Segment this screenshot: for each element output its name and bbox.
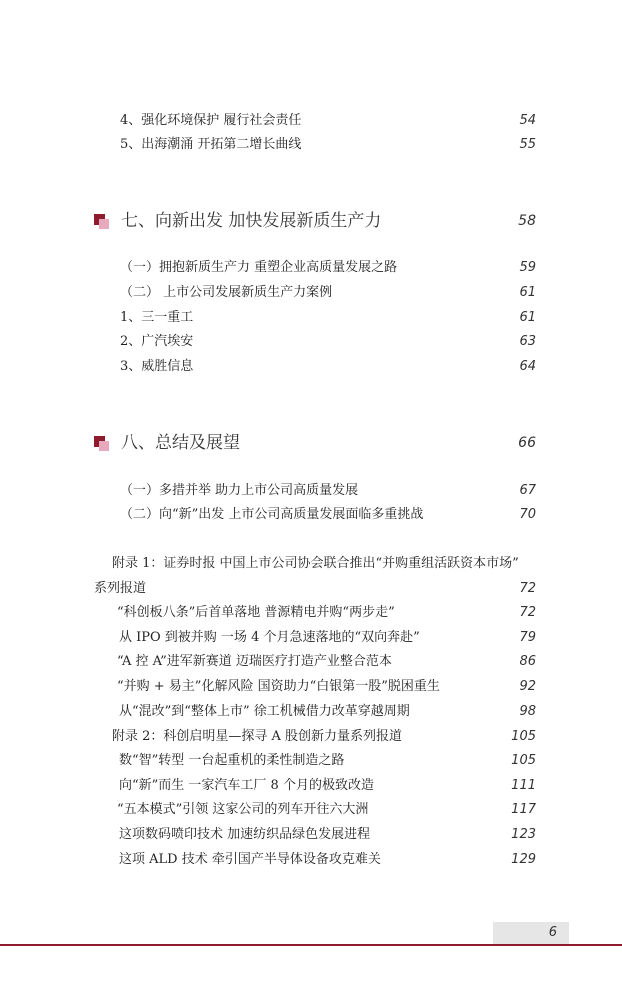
toc-entry[interactable] (0, 504, 622, 526)
toc-entry-title: “并购 + 易主”化解风险 国资助力“白银第一股”脱困重生 (117, 679, 440, 694)
toc-entry-title: 向“新”而生 一家汽车工厂 8 个月的极致改造 (119, 778, 374, 793)
toc-entry-title: （二） 上市公司发展新质生产力案例 (120, 285, 333, 300)
toc-entry[interactable] (0, 651, 622, 673)
toc-entry[interactable] (0, 701, 622, 723)
section-title: 八、总结及展望 (121, 433, 240, 453)
toc-entry-page: 54 (519, 113, 536, 128)
appendix-heading[interactable] (0, 726, 622, 748)
toc-entry-title: 5、出海潮涌 开拓第二增长曲线 (120, 137, 302, 152)
section-page: 58 (518, 213, 536, 229)
toc-entry-title: 4、强化环境保护 履行社会责任 (120, 113, 302, 128)
toc-entry[interactable] (0, 775, 622, 797)
appendix-heading-continued[interactable] (0, 578, 622, 600)
toc-entry[interactable] (0, 282, 622, 304)
toc-entry[interactable] (0, 824, 622, 846)
toc-entry-title: 这项数码喷印技术 加速纺织品绿色发展进程 (119, 827, 371, 842)
toc-entry-page: 55 (519, 137, 536, 152)
appendix-page: 105 (511, 729, 536, 744)
toc-entry-page: 67 (519, 483, 536, 498)
toc-entry-title: 从“混改”到“整体上市” 徐工机械借力改革穿越周期 (119, 704, 410, 719)
toc-entry-title: “A 控 A”进军新赛道 迈瑞医疗打造产业整合范本 (117, 654, 392, 669)
toc-entry-title: （二）向“新”出发 上市公司高质量发展面临多重挑战 (120, 507, 424, 522)
toc-entry-title: （一）拥抱新质生产力 重塑企业高质量发展之路 (120, 260, 398, 275)
toc-entry-title: 2、广汽埃安 (120, 334, 194, 349)
toc-entry-page: 123 (511, 827, 536, 842)
toc-entry-page: 61 (519, 285, 536, 300)
toc-entry[interactable] (0, 799, 622, 821)
toc-entry[interactable] (0, 676, 622, 698)
toc-entry[interactable] (0, 356, 622, 378)
toc-entry[interactable] (0, 750, 622, 772)
toc-entry-page: 111 (511, 778, 536, 793)
toc-entry-page: 59 (519, 260, 536, 275)
toc-entry-page: 64 (519, 359, 536, 374)
toc-entry-page: 98 (519, 704, 536, 719)
toc-entry-title: “科创板八条”后首单落地 普源精电并购“两步走” (117, 605, 395, 620)
toc-entry-title: （一）多措并举 助力上市公司高质量发展 (120, 483, 359, 498)
toc-entry-page: 61 (519, 310, 536, 325)
toc-entry[interactable] (0, 307, 622, 329)
page-number-box (493, 922, 569, 944)
footer-divider (0, 944, 622, 946)
toc-entry[interactable] (0, 257, 622, 279)
appendix-page: 72 (519, 581, 536, 596)
toc-entry-title: 数“智”转型 一台起重机的柔性制造之路 (119, 753, 345, 768)
toc-entry[interactable] (0, 627, 622, 649)
section-page: 66 (518, 435, 536, 451)
toc-entry[interactable] (0, 110, 622, 132)
toc-entry-page: 70 (519, 507, 536, 522)
toc-entry-page: 86 (519, 654, 536, 669)
toc-entry-page: 105 (511, 753, 536, 768)
appendix-title-line1: 附录 1：证券时报 中国上市公司协会联合推出“并购重组活跃资本市场” (112, 556, 519, 571)
appendix-heading[interactable] (0, 553, 622, 575)
toc-entry-page: 117 (511, 802, 536, 817)
toc-entry-title: 这项 ALD 技术 牵引国产半导体设备攻克难关 (119, 852, 381, 867)
page-number: 6 (548, 925, 557, 940)
appendix-title: 附录 2：科创启明星—探寻 A 股创新力量系列报道 (112, 729, 403, 744)
appendix-title-line2: 系列报道 (94, 581, 147, 596)
toc-entry-page: 72 (519, 605, 536, 620)
toc-entry[interactable] (0, 602, 622, 624)
toc-section-heading[interactable] (0, 210, 622, 232)
toc-entry-title: “五本模式”引领 这家公司的列车开往六大洲 (117, 802, 369, 817)
toc-entry[interactable] (0, 134, 622, 156)
toc-entry-title: 从 IPO 到被并购 一场 4 个月急速落地的“双向奔赴” (119, 630, 420, 645)
toc-entry[interactable] (0, 480, 622, 502)
toc-entry-page: 79 (519, 630, 536, 645)
toc-entry-page: 92 (519, 679, 536, 694)
toc-entry-page: 63 (519, 334, 536, 349)
toc-entry[interactable] (0, 849, 622, 871)
toc-entry[interactable] (0, 331, 622, 353)
section-title: 七、向新出发 加快发展新质生产力 (121, 211, 382, 231)
toc-section-heading[interactable] (0, 432, 622, 454)
toc-entry-title: 1、三一重工 (120, 310, 194, 325)
toc-entry-title: 3、威胜信息 (120, 359, 194, 374)
toc-entry-page: 129 (511, 852, 536, 867)
